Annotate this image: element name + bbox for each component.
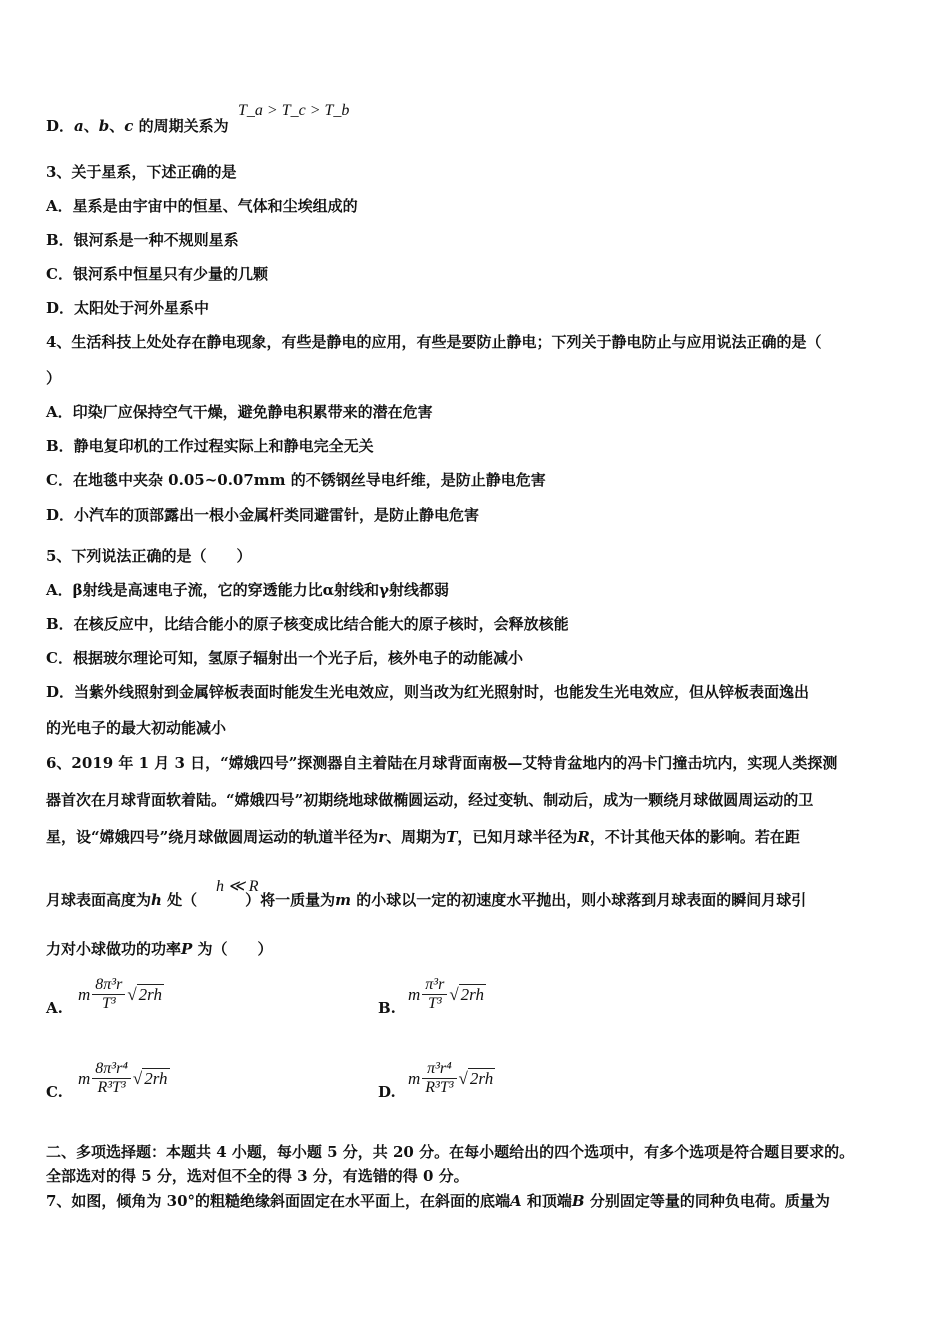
question-4-option-c: C．在地毯中夹杂 0.05~0.07mm 的不锈钢丝导电纤维，是防止静电危害 [46, 471, 546, 489]
question-3: 3、关于星系，下述正确的是 [46, 163, 237, 181]
text: 月球表面高度为 [46, 891, 152, 909]
numerator: 8π³r⁴ [92, 1060, 131, 1079]
numerator: 8π³r [92, 976, 125, 995]
numerator: π³r⁴ [422, 1060, 456, 1079]
var-c: c [124, 117, 134, 135]
denominator: R³T³ [97, 1079, 126, 1096]
question-5-option-d-line-2: 的光电子的最大初动能减小 [46, 719, 227, 737]
fraction [422, 1060, 456, 1097]
separator: 、 [83, 117, 99, 135]
sqrt-sign: √ [449, 984, 459, 1004]
var-m: m [335, 891, 352, 909]
question-5-option-d-line-1: D．当紫外线照射到金属锌板表面时能发生光电效应，则当改为红光照射时，也能发生光电效应，但从锌板表面逸出 [46, 683, 810, 701]
question-6-line-1: 6、2019 年 1 月 3 日，“嫦娥四号”探测器自主着陆在月球背面南极—艾特肯盆地内的冯卡门撞击坑内，实现人类探测 [46, 754, 838, 772]
text: 分别固定等量的同种负电荷。质量为 [584, 1192, 830, 1210]
question-5-option-a: A．β射线是高速电子流，它的穿透能力比α射线和γ射线都弱 [46, 581, 450, 599]
question-6-option-c-formula [78, 1060, 170, 1097]
fraction [92, 1060, 131, 1097]
var-b: b [98, 117, 110, 135]
question-4-option-d: D．小汽车的顶部露出一根小金属杆类同避雷针，是防止静电危害 [46, 506, 480, 524]
mass-symbol: m [408, 984, 421, 1004]
question-6-option-b-formula [408, 976, 486, 1013]
question-5-option-c: C．根据玻尔理论可知，氢原子辐射出一个光子后，核外电子的动能减小 [46, 649, 523, 667]
var-a: a [74, 117, 84, 135]
mass-symbol: m [78, 984, 91, 1004]
question-6-line-5 [46, 939, 273, 959]
question-6-line-2: 器首次在月球背面软着陆。“嫦娥四号”初期绕地球做椭圆运动，经过变轨、制动后，成为一颗绕月球做圆周运动的卫 [46, 791, 814, 809]
text: ，不计其他天体的影响。若在距 [589, 828, 800, 846]
question-4-line-1: 4、生活科技上处处存在静电现象，有些是静电的应用，有些是要防止静电；下列关于静电防止与应用说法正确的是（ [46, 333, 822, 351]
fraction [92, 976, 125, 1013]
radicand: 2rh [144, 1068, 168, 1088]
question-6-option-a-label: A. [46, 999, 63, 1017]
question-6-option-d-label: D. [378, 1083, 396, 1101]
text: 的小球以一定的初速度水平抛出，则小球落到月球表面的瞬间月球引 [351, 891, 807, 909]
question-3-option-c: C．银河系中恒星只有少量的几颗 [46, 265, 268, 283]
denominator: T³ [427, 995, 442, 1012]
question-6-option-b-label: B. [378, 999, 396, 1017]
sqrt-2rh [449, 985, 486, 1005]
var-r: r [378, 828, 387, 846]
mass-symbol: m [408, 1068, 421, 1088]
var-h: h [151, 891, 162, 909]
text: 和顶端 [521, 1192, 572, 1210]
text: ）将一质量为 [245, 891, 336, 909]
numerator: π³r [422, 976, 447, 995]
text: 处（ [161, 891, 198, 909]
question-5: 5、下列说法正确的是（ ） [46, 547, 252, 565]
var-P: P [181, 940, 193, 958]
option-label: D． [46, 117, 75, 135]
sqrt-sign: √ [127, 984, 137, 1004]
option-d-period-line [46, 116, 229, 136]
h-much-less-than-R-formula: h ≪ R [216, 878, 259, 895]
mass-symbol: m [78, 1068, 91, 1088]
denominator: T³ [101, 995, 116, 1012]
var-B: B [571, 1192, 585, 1210]
question-4-option-a: A．印染厂应保持空气干燥，避免静电积累带来的潜在危害 [46, 403, 433, 421]
question-6-line-4 [46, 890, 806, 910]
text: 为（ ） [192, 940, 273, 958]
question-3-option-b: B．银河系是一种不规则星系 [46, 231, 239, 249]
fraction [422, 976, 447, 1013]
question-4-line-2: ） [46, 369, 62, 387]
denominator: R³T³ [425, 1079, 454, 1096]
var-T: T [446, 828, 458, 846]
radicand: 2rh [138, 984, 162, 1004]
radicand: 2rh [460, 984, 484, 1004]
var-R: R [577, 828, 590, 846]
text: 、周期为 [386, 828, 447, 846]
sqrt-2rh [133, 1069, 170, 1089]
separator: 、 [109, 117, 125, 135]
text: 7、如图，倾角为 30°的粗糙绝缘斜面固定在水平面上，在斜面的底端 [46, 1192, 511, 1210]
question-3-option-d: D．太阳处于河外星系中 [46, 299, 210, 317]
period-relation-formula: T_a > T_c > T_b [238, 102, 350, 119]
option-text: 的周期关系为 [133, 117, 229, 135]
var-A: A [510, 1192, 522, 1210]
question-6-option-c-label: C. [46, 1083, 63, 1101]
question-6-option-d-formula [408, 1060, 495, 1097]
section-2-heading-line-2: 全部选对的得 5 分，选对但不全的得 3 分，有选错的得 0 分。 [46, 1167, 469, 1185]
section-2-heading-line-1: 二、多项选择题：本题共 4 小题，每小题 5 分，共 20 分。在每小题给出的四个选项中，有多个选项是符合题目要求的。 [46, 1143, 855, 1161]
question-6-option-a-formula [78, 976, 164, 1013]
question-5-option-b: B．在核反应中，比结合能小的原子核变成比结合能大的原子核时，会释放核能 [46, 615, 569, 633]
question-6-line-3 [46, 827, 800, 847]
text: 力对小球做功的功率 [46, 940, 182, 958]
sqrt-2rh [459, 1069, 496, 1089]
question-3-option-a: A．星系是由宇宙中的恒星、气体和尘埃组成的 [46, 197, 358, 215]
sqrt-sign: √ [132, 1068, 143, 1088]
sqrt-sign: √ [458, 1068, 468, 1088]
sqrt-2rh [127, 985, 164, 1005]
text: 星，设“嫦娥四号”绕月球做圆周运动的轨道半径为 [46, 828, 379, 846]
radicand: 2rh [469, 1068, 494, 1088]
question-7-line-1 [46, 1191, 830, 1211]
text: ，已知月球半径为 [457, 828, 578, 846]
question-4-option-b: B．静电复印机的工作过程实际上和静电完全无关 [46, 437, 374, 455]
